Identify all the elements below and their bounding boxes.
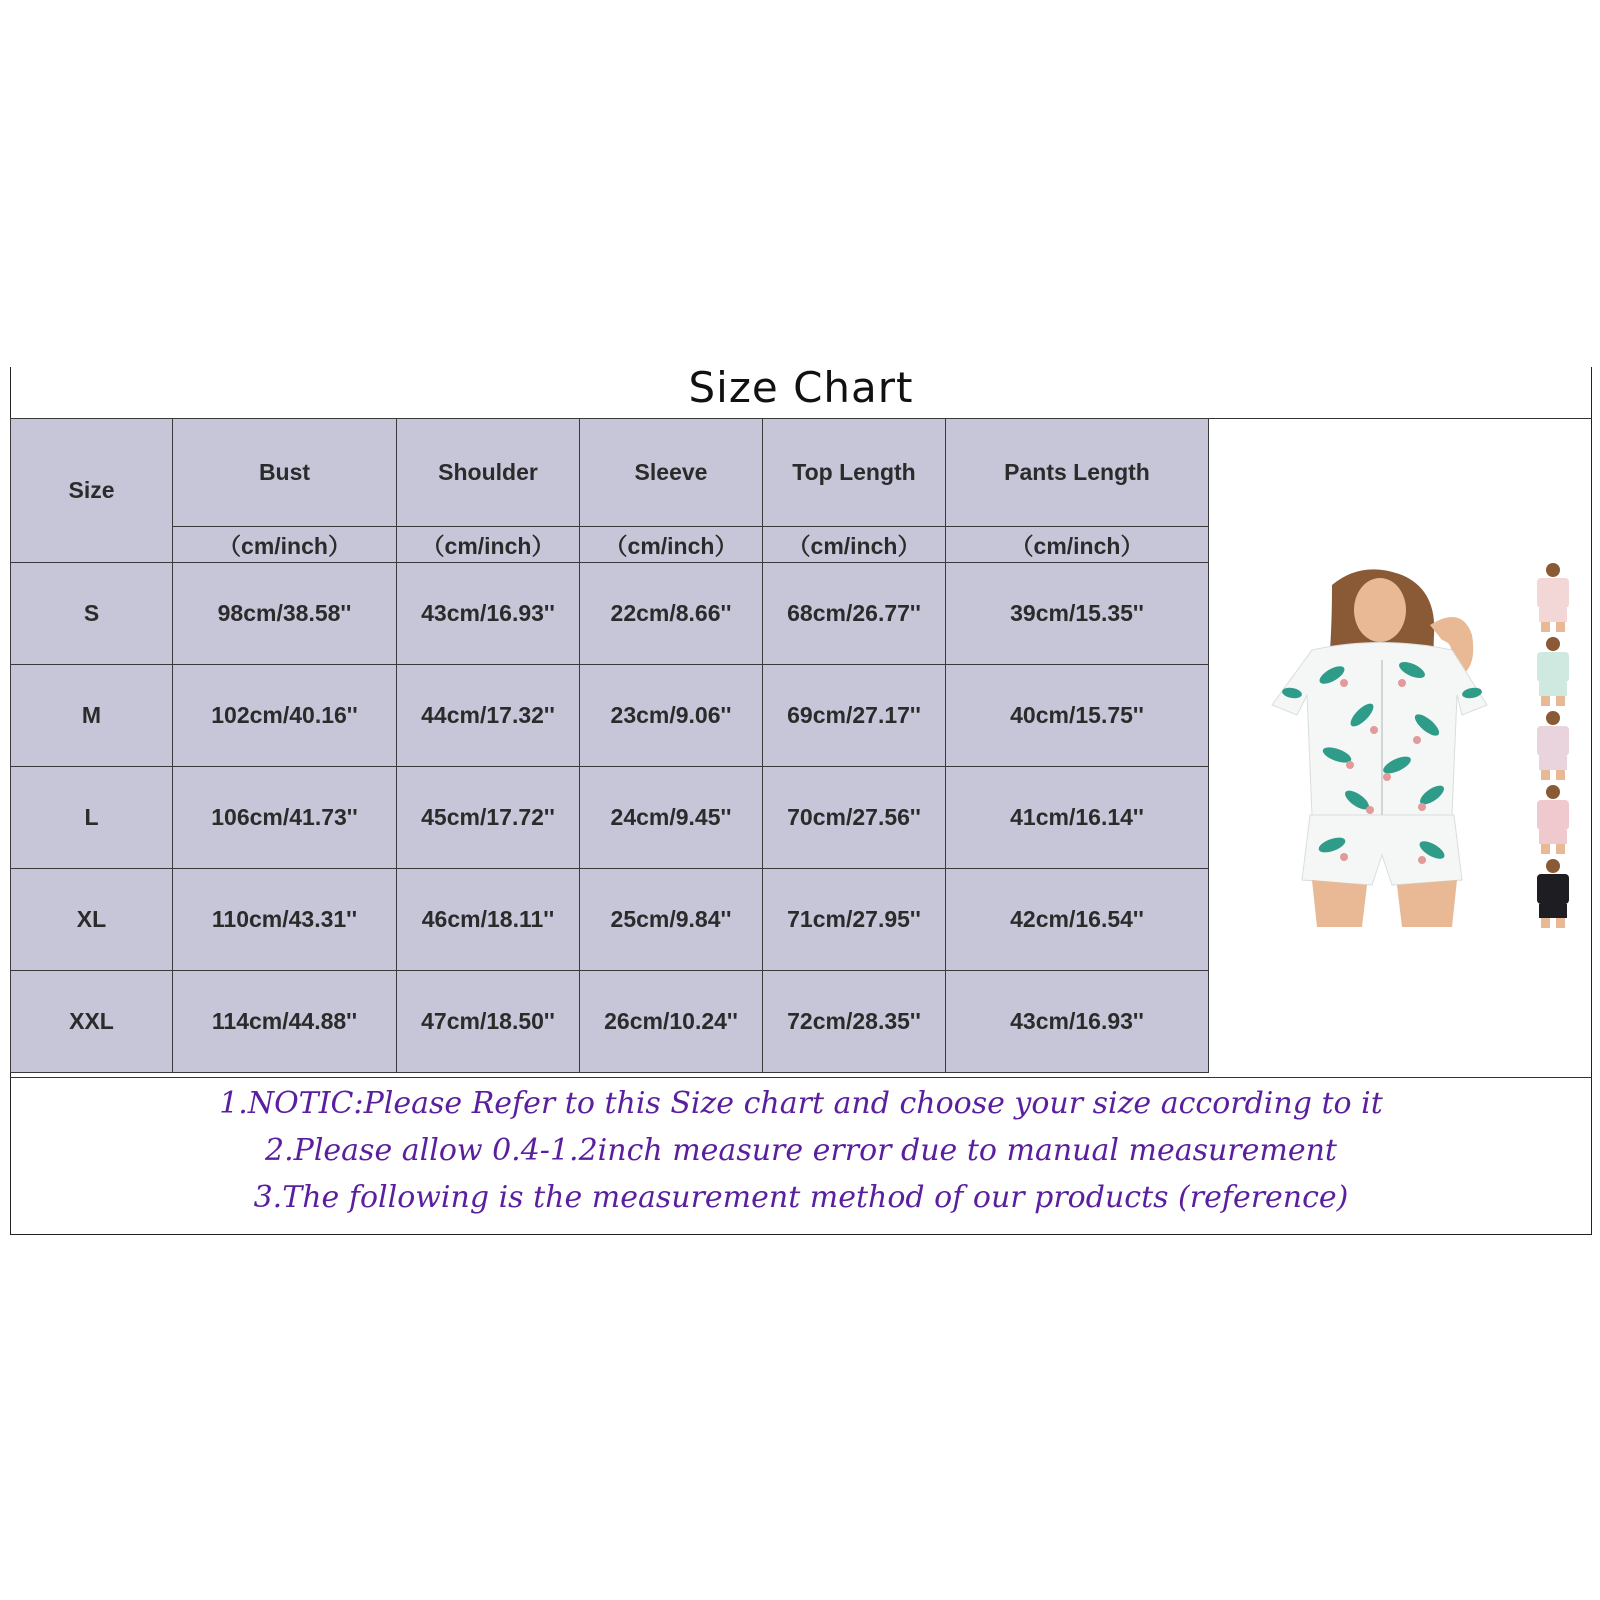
table-row xyxy=(11,767,1209,869)
table-row xyxy=(11,665,1209,767)
table-cell: 98cm/38.58'' xyxy=(173,563,397,665)
table-cell: 43cm/16.93'' xyxy=(946,971,1209,1073)
size-notes xyxy=(10,1080,1592,1221)
black-floral-variant-thumb xyxy=(1537,859,1569,928)
table-cell: 47cm/18.50'' xyxy=(397,971,580,1073)
unit-label: （cm/inch） xyxy=(580,527,763,563)
table-cell: 106cm/41.73'' xyxy=(173,767,397,869)
table-cell: 71cm/27.95'' xyxy=(763,869,946,971)
table-cell: 114cm/44.88'' xyxy=(173,971,397,1073)
table-cell: 46cm/18.11'' xyxy=(397,869,580,971)
size-cell: XL xyxy=(11,869,173,971)
table-cell: 26cm/10.24'' xyxy=(580,971,763,1073)
table-cell: 41cm/16.14'' xyxy=(946,767,1209,869)
table-cell: 23cm/9.06'' xyxy=(580,665,763,767)
table-header-row xyxy=(11,419,1209,527)
rose-floral-variant-thumb xyxy=(1537,711,1569,780)
table-cell: 24cm/9.45'' xyxy=(580,767,763,869)
note-line: 3.The following is the measurement method of our products (reference) xyxy=(253,1180,1349,1215)
note-line: 2.Please allow 0.4-1.2inch measure error due to manual measurement xyxy=(265,1133,1337,1168)
notes-divider xyxy=(10,1077,1592,1078)
table-cell: 72cm/28.35'' xyxy=(763,971,946,1073)
table-row xyxy=(11,869,1209,971)
table-cell: 68cm/26.77'' xyxy=(763,563,946,665)
color-variant-thumbnails xyxy=(1525,560,1581,932)
table-cell: 43cm/16.93'' xyxy=(397,563,580,665)
size-cell: L xyxy=(11,767,173,869)
size-column-header: Size xyxy=(11,419,173,563)
note-line: 1.NOTIC:Please Refer to this Size chart and choose your size according to it xyxy=(219,1086,1383,1121)
column-header-pants-length: Pants Length xyxy=(946,419,1209,527)
table-cell: 25cm/9.84'' xyxy=(580,869,763,971)
unit-label: （cm/inch） xyxy=(397,527,580,563)
table-cell: 44cm/17.32'' xyxy=(397,665,580,767)
page-title: Size Chart xyxy=(688,363,914,412)
table-cell: 69cm/27.17'' xyxy=(763,665,946,767)
table-cell: 42cm/16.54'' xyxy=(946,869,1209,971)
table-row xyxy=(11,971,1209,1073)
column-header-bust: Bust xyxy=(173,419,397,527)
unit-label: （cm/inch） xyxy=(763,527,946,563)
table-cell: 110cm/43.31'' xyxy=(173,869,397,971)
table-cell: 39cm/15.35'' xyxy=(946,563,1209,665)
table-row xyxy=(11,563,1209,665)
column-header-sleeve: Sleeve xyxy=(580,419,763,527)
green-floral-variant-thumb xyxy=(1537,637,1569,706)
model-in-floral-pajama-set-image xyxy=(1262,565,1506,927)
unit-label: （cm/inch） xyxy=(946,527,1209,563)
size-cell: M xyxy=(11,665,173,767)
table-cell: 40cm/15.75'' xyxy=(946,665,1209,767)
size-cell: XXL xyxy=(11,971,173,1073)
unit-label: （cm/inch） xyxy=(173,527,397,563)
column-header-top-length: Top Length xyxy=(763,419,946,527)
table-cell: 45cm/17.72'' xyxy=(397,767,580,869)
size-cell: S xyxy=(11,563,173,665)
table-cell: 22cm/8.66'' xyxy=(580,563,763,665)
table-unit-row xyxy=(11,527,1209,563)
table-cell: 70cm/27.56'' xyxy=(763,767,946,869)
table-cell: 102cm/40.16'' xyxy=(173,665,397,767)
pink-floral-variant-thumb xyxy=(1537,563,1569,632)
coral-floral-variant-thumb xyxy=(1537,785,1569,854)
size-table xyxy=(10,418,1209,1073)
column-header-shoulder: Shoulder xyxy=(397,419,580,527)
